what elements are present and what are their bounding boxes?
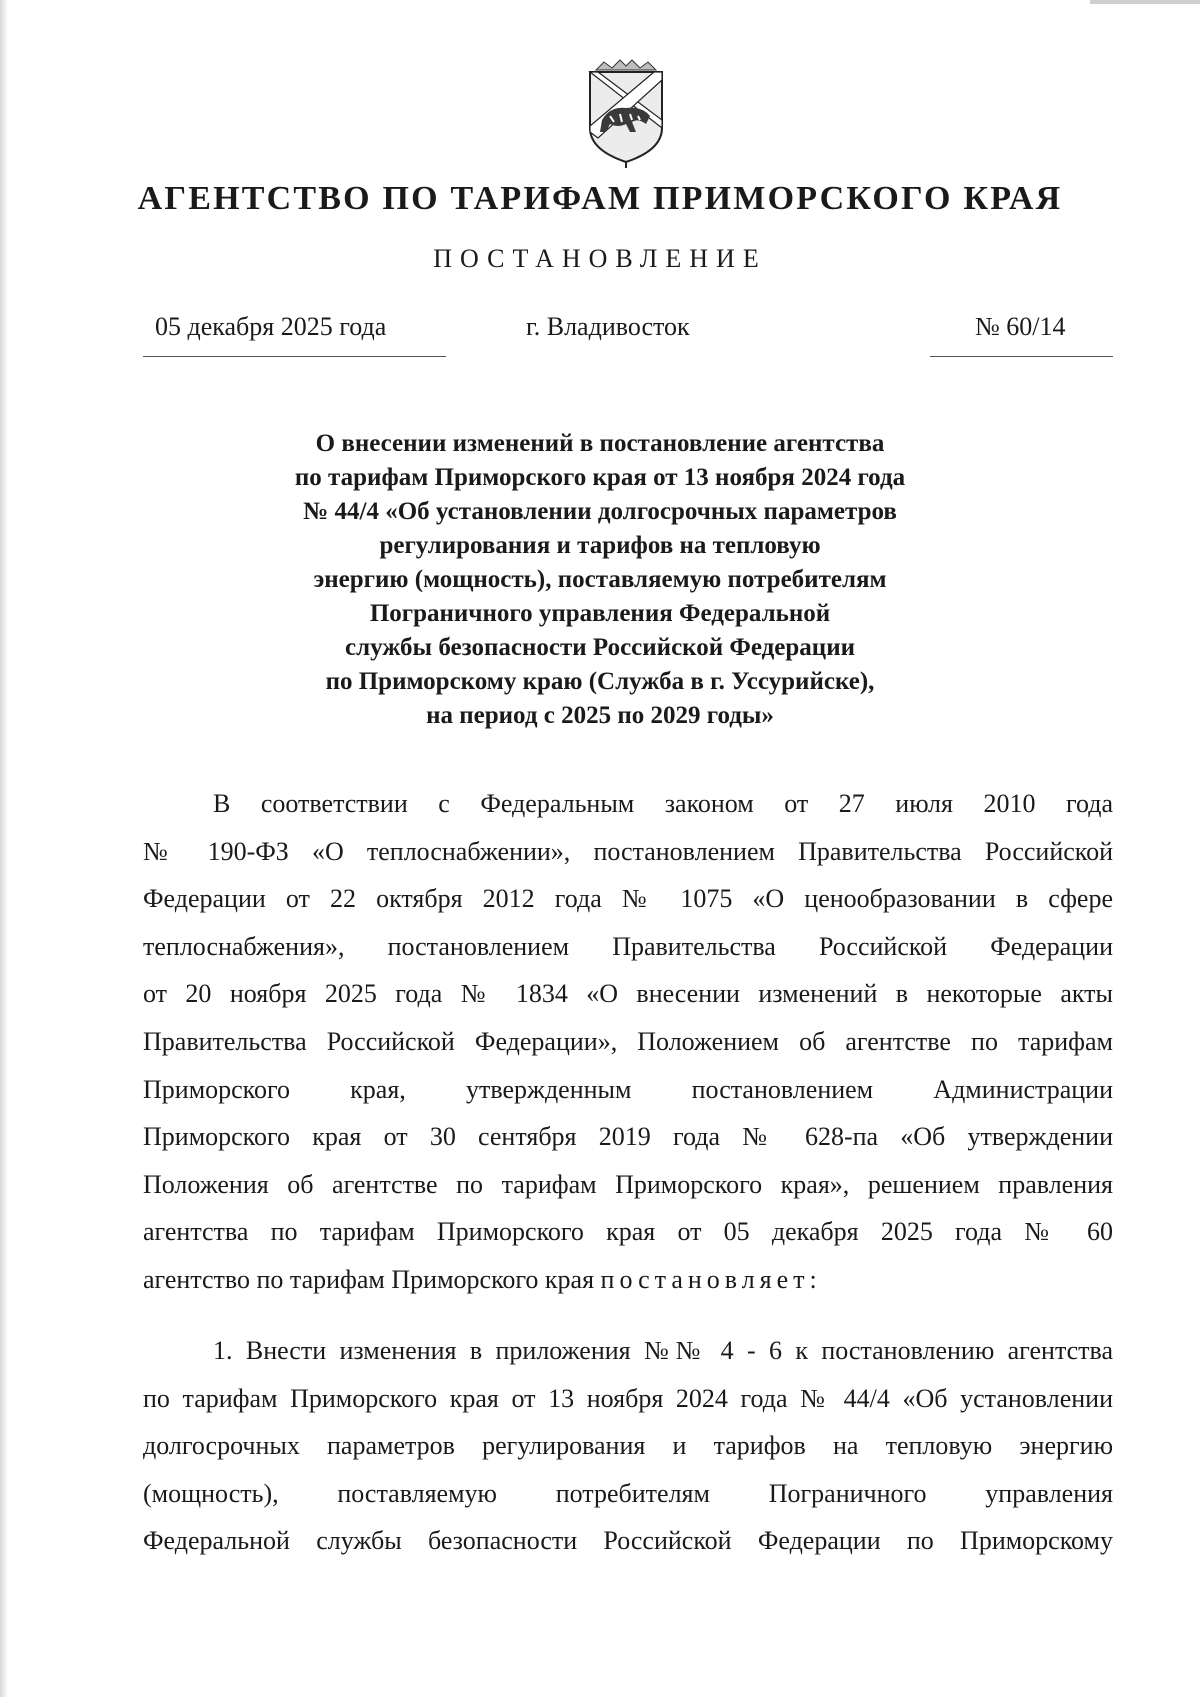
title-line: № 44/4 «Об установлении долгосрочных параметров: [303, 498, 897, 525]
agency-name-heading: АГЕНТСТВО ПО ТАРИФАМ ПРИМОРСКОГО КРАЯ: [137, 180, 1063, 217]
clause-line: по тарифам Приморского края от 13 ноября 2024 года № 44/4 «Об установлении: [143, 1383, 1113, 1413]
preamble-final-text: агентство по тарифам Приморского края: [143, 1264, 601, 1294]
document-type-heading: ПОСТАНОВЛЕНИЕ: [433, 244, 767, 273]
date-underline: [143, 356, 446, 357]
document-date: 05 декабря 2025 года: [155, 312, 387, 341]
title-line: по Приморскому краю (Служба в г. Уссурийске),: [325, 668, 875, 695]
clause-1-paragraph: [143, 1327, 1113, 1565]
preamble-line: № 190-ФЗ «О теплоснабжении», постановлением Правительства Российской: [143, 836, 1113, 866]
title-line: О внесении изменений в постановление агентства: [315, 430, 885, 457]
document-title: [230, 427, 970, 733]
title-line: на период с 2025 по 2029 годы»: [426, 702, 774, 729]
title-line: службы безопасности Российской Федерации: [344, 634, 856, 661]
primorsky-coat-of-arms-emblem: [580, 58, 672, 170]
preamble-line: Приморского края от 30 сентября 2019 года № 628-па «Об утверждении: [143, 1122, 1113, 1152]
coat-of-arms-icon: [580, 58, 672, 170]
scan-corner-mark: [1090, 0, 1200, 4]
preamble-paragraph: [143, 780, 1113, 1304]
number-underline: [930, 356, 1113, 357]
title-line: по тарифам Приморского края от 13 ноября 2024 года: [294, 464, 906, 491]
document-city: г. Владивосток: [526, 312, 690, 341]
clause-line: (мощность), поставляемую потребителям Пограничного управления: [143, 1478, 1113, 1508]
resolves-word: постановляет:: [600, 1264, 822, 1294]
preamble-final-line: [143, 1256, 1113, 1304]
preamble-line: от 20 ноября 2025 года № 1834 «О внесении изменений в некоторые акты: [143, 979, 1113, 1009]
preamble-line: В соответствии с Федеральным законом от 27 июля 2010 года: [213, 789, 1113, 818]
document-number: № 60/14: [975, 312, 1066, 341]
preamble-line: Правительства Российской Федерации», Положением об агентстве по тарифам: [143, 1026, 1113, 1056]
preamble-line: агентства по тарифам Приморского края от 05 декабря 2025 года № 60: [143, 1217, 1113, 1247]
clause-line: Федеральной службы безопасности Российской Федерации по Приморскому: [143, 1526, 1113, 1556]
title-line: регулирования и тарифов на тепловую: [379, 532, 821, 559]
preamble-line: Приморского края, утвержденным постановлением Администрации: [143, 1074, 1113, 1104]
preamble-line: теплоснабжения», постановлением Правительства Российской Федерации: [143, 931, 1113, 961]
preamble-line: Федерации от 22 октября 2012 года № 1075 «О ценообразовании в сфере: [143, 884, 1113, 914]
title-line: энергию (мощность), поставляемую потребителям: [313, 566, 887, 593]
preamble-line: Положения об агентстве по тарифам Приморского края», решением правления: [143, 1169, 1113, 1199]
title-line: Пограничного управления Федеральной: [369, 600, 831, 627]
clause-line: долгосрочных параметров регулирования и тарифов на тепловую энергию: [143, 1431, 1113, 1461]
clause-line: 1. Внести изменения в приложения №№ 4 - 6 к постановлению агентства: [213, 1336, 1113, 1365]
